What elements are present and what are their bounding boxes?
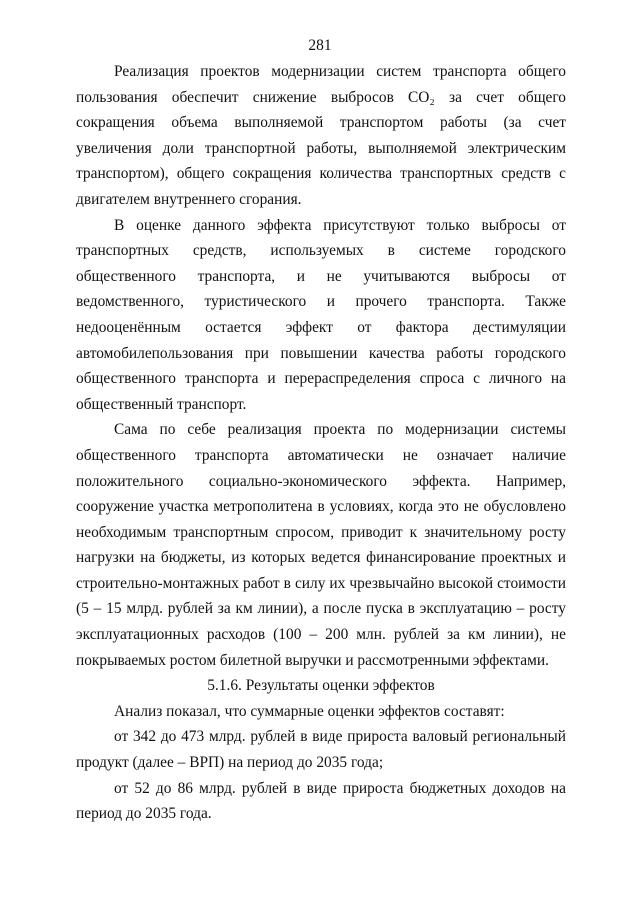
section-heading: 5.1.6. Результаты оценки эффектов xyxy=(207,677,435,695)
page-number: 281 xyxy=(308,37,332,54)
paragraph-emissions-reduction: Реализация проектов модернизации систем транспорта общего пользования обеспечит снижение выбросов СО₂ за счет общего сокращения объема выполняемой транспортом работы (за счет увеличения доли транспортной работы, выполняемой электрическим транспортом), общего сокращения количества транспортных средств с двигателем внутреннего сгорания. xyxy=(76,63,566,208)
paragraph-assessment-scope: В оценке данного эффекта присутствуют только выбросы от транспортных средств, используемых в системе городского общественного транспорта, и не учитываются выбросы от ведомственного, туристического и прочего транспорта. Также недооценённым остается эффект от фактора дестимуляции автомобилепользования при повышении качества работы городского общественного транспорта и перераспределения спроса с личного на общественный транспорт. xyxy=(76,216,566,413)
paragraph-budget-effect: от 52 до 86 млрд. рублей в виде прироста бюджетных доходов на период до 2035 года. xyxy=(76,779,566,823)
paragraph-analysis-summary: Анализ показал, что суммарные оценки эффектов составят: xyxy=(114,702,505,720)
page-body xyxy=(76,59,566,827)
paragraph-metro-example: Сама по себе реализация проекта по модернизации системы общественного транспорта автоматически не означает наличие положительного социально-экономического эффекта. Например, сооружение участка метрополитена в условиях, когда это не обусловлено необходимым транспортным спросом, приводит к значительному росту нагрузки на бюджеты, из которых ведется финансирование проектных и строительно-монтажных работ в силу их чрезвычайно высокой стоимости (5 – 15 млрд. рублей за км линии), а после пуска в эксплуатацию – росту эксплуатационных расходов (100 – 200 млн. рублей за км линии), не покрываемых ростом билетной выручки и рассмотренными эффектами. xyxy=(76,421,566,669)
paragraph-grp-effect: от 342 до 473 млрд. рублей в виде прироста валовый региональный продукт (далее – ВРП) на период до 2035 года; xyxy=(76,728,566,772)
